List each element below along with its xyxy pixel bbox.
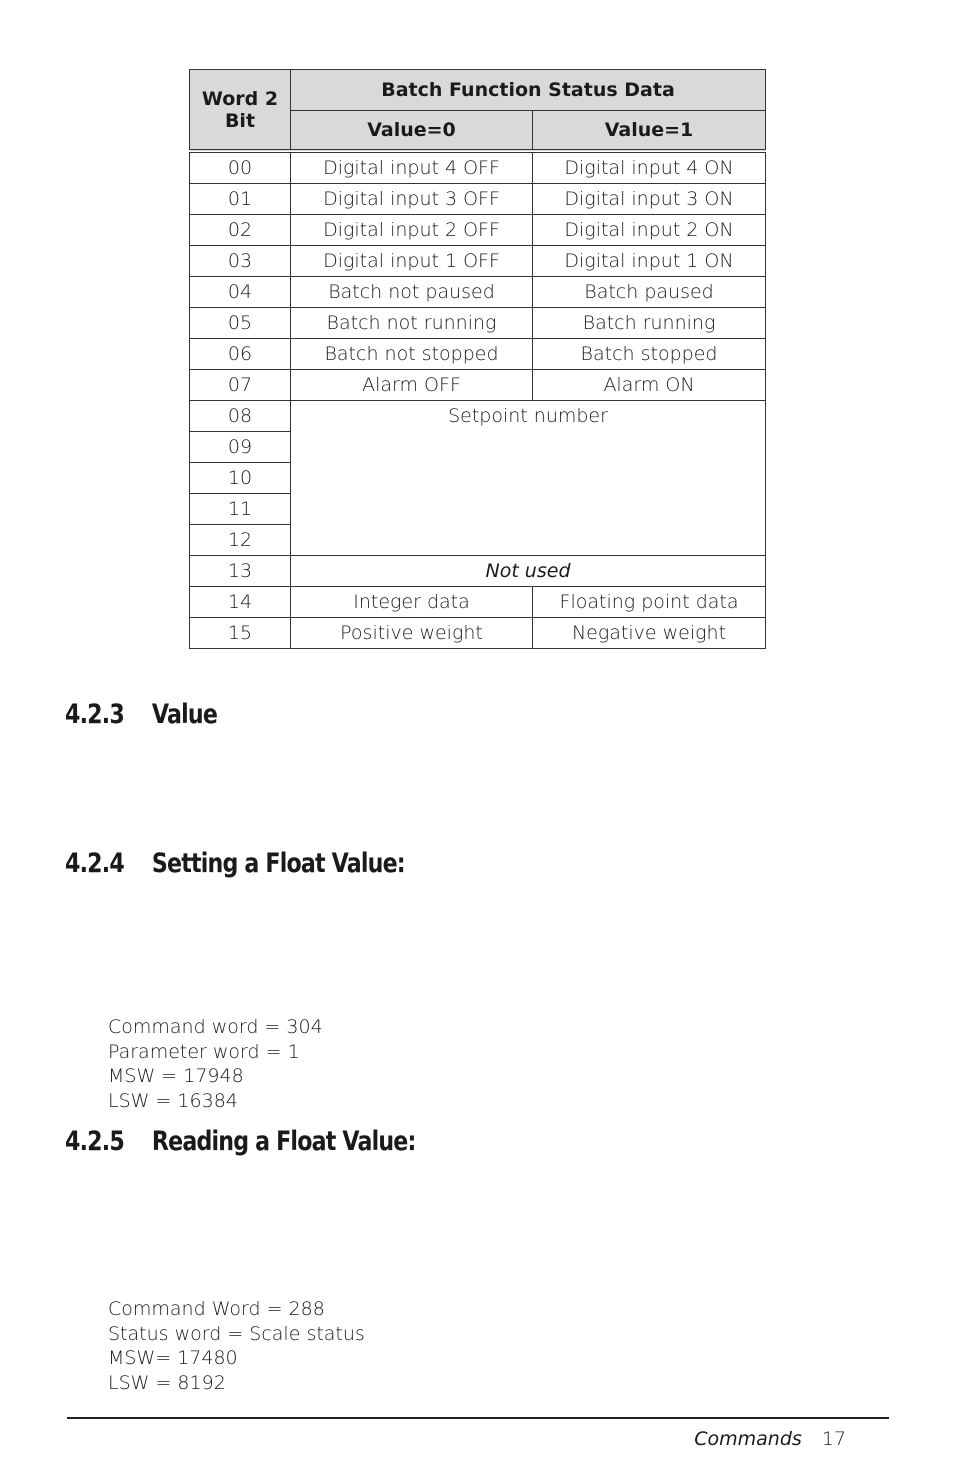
table-row [190, 587, 766, 618]
value0-cell: Alarm OFF [291, 370, 533, 401]
example-line: LSW = 16384 [108, 1089, 238, 1112]
table-row [190, 277, 766, 308]
value0-cell: Digital input 3 OFF [291, 184, 533, 215]
value1-cell: Alarm ON [533, 370, 766, 401]
section-heading-value [65, 699, 217, 730]
reading-float-example [108, 1297, 365, 1395]
bit-cell: 01 [190, 184, 291, 215]
bit-cell: 13 [190, 556, 291, 587]
bit-cell: 03 [190, 246, 291, 277]
value1-cell: Digital input 2 ON [533, 215, 766, 246]
example-line: Command word = 304 [108, 1016, 323, 1038]
value1-cell: Batch stopped [533, 339, 766, 370]
table-row [190, 151, 766, 184]
footer-page-number: 17 [821, 1428, 846, 1450]
section-heading-setting-float [65, 848, 405, 879]
bit-cell: 08 [190, 401, 291, 432]
example-line: Command Word = 288 [108, 1298, 325, 1320]
bit-cell: 07 [190, 370, 291, 401]
section-title: Value [151, 699, 218, 730]
table-row [190, 618, 766, 649]
value0-cell: Batch not stopped [291, 339, 533, 370]
header-value0: Value=0 [291, 111, 533, 152]
table-row [190, 308, 766, 339]
table-row [190, 401, 766, 432]
example-line: LSW = 8192 [108, 1371, 226, 1394]
example-line: MSW= 17480 [108, 1347, 238, 1369]
value1-cell: Batch paused [533, 277, 766, 308]
footer-rule [67, 1417, 889, 1419]
value0-cell: Digital input 1 OFF [291, 246, 533, 277]
value0-cell: Batch not running [291, 308, 533, 339]
bit-cell: 00 [190, 151, 291, 184]
bit-cell: 14 [190, 587, 291, 618]
section-number: 4.2.3 [65, 699, 124, 730]
page-footer [694, 1428, 846, 1450]
bit-cell: 04 [190, 277, 291, 308]
value1-cell: Digital input 3 ON [533, 184, 766, 215]
value1-cell: Batch running [533, 308, 766, 339]
section-heading-reading-float [65, 1126, 416, 1157]
header-word-bit: Word 2 Bit [190, 70, 291, 152]
example-line: MSW = 17948 [108, 1065, 244, 1087]
bit-cell: 05 [190, 308, 291, 339]
not-used-cell: Not used [291, 556, 766, 587]
value1-cell: Negative weight [533, 618, 766, 649]
example-line: Status word = Scale status [108, 1322, 365, 1345]
bit-cell: 10 [190, 463, 291, 494]
value0-cell: Batch not paused [291, 277, 533, 308]
value0-cell: Digital input 2 OFF [291, 215, 533, 246]
section-number: 4.2.5 [65, 1126, 124, 1157]
bit-cell: 15 [190, 618, 291, 649]
value1-cell: Digital input 1 ON [533, 246, 766, 277]
section-title: Setting a Float Value: [151, 848, 405, 879]
footer-chapter: Commands [694, 1428, 802, 1450]
value1-cell: Digital input 4 ON [533, 151, 766, 184]
bit-cell: 06 [190, 339, 291, 370]
header-value1: Value=1 [533, 111, 766, 152]
setpoint-number-cell: Setpoint number [291, 401, 766, 556]
table-row [190, 556, 766, 587]
batch-function-status-table [189, 69, 766, 649]
example-line: Parameter word = 1 [108, 1040, 300, 1063]
value0-cell: Integer data [291, 587, 533, 618]
table-row [190, 246, 766, 277]
bit-cell: 11 [190, 494, 291, 525]
header-group-title: Batch Function Status Data [291, 70, 766, 111]
section-title: Reading a Float Value: [151, 1126, 416, 1157]
table-row [190, 339, 766, 370]
bit-cell: 02 [190, 215, 291, 246]
bit-cell: 12 [190, 525, 291, 556]
table-row [190, 184, 766, 215]
value0-cell: Positive weight [291, 618, 533, 649]
value0-cell: Digital input 4 OFF [291, 151, 533, 184]
setting-float-example [108, 1015, 323, 1113]
table-row [190, 215, 766, 246]
section-number: 4.2.4 [65, 848, 124, 879]
table-row [190, 370, 766, 401]
value1-cell: Floating point data [533, 587, 766, 618]
bit-cell: 09 [190, 432, 291, 463]
